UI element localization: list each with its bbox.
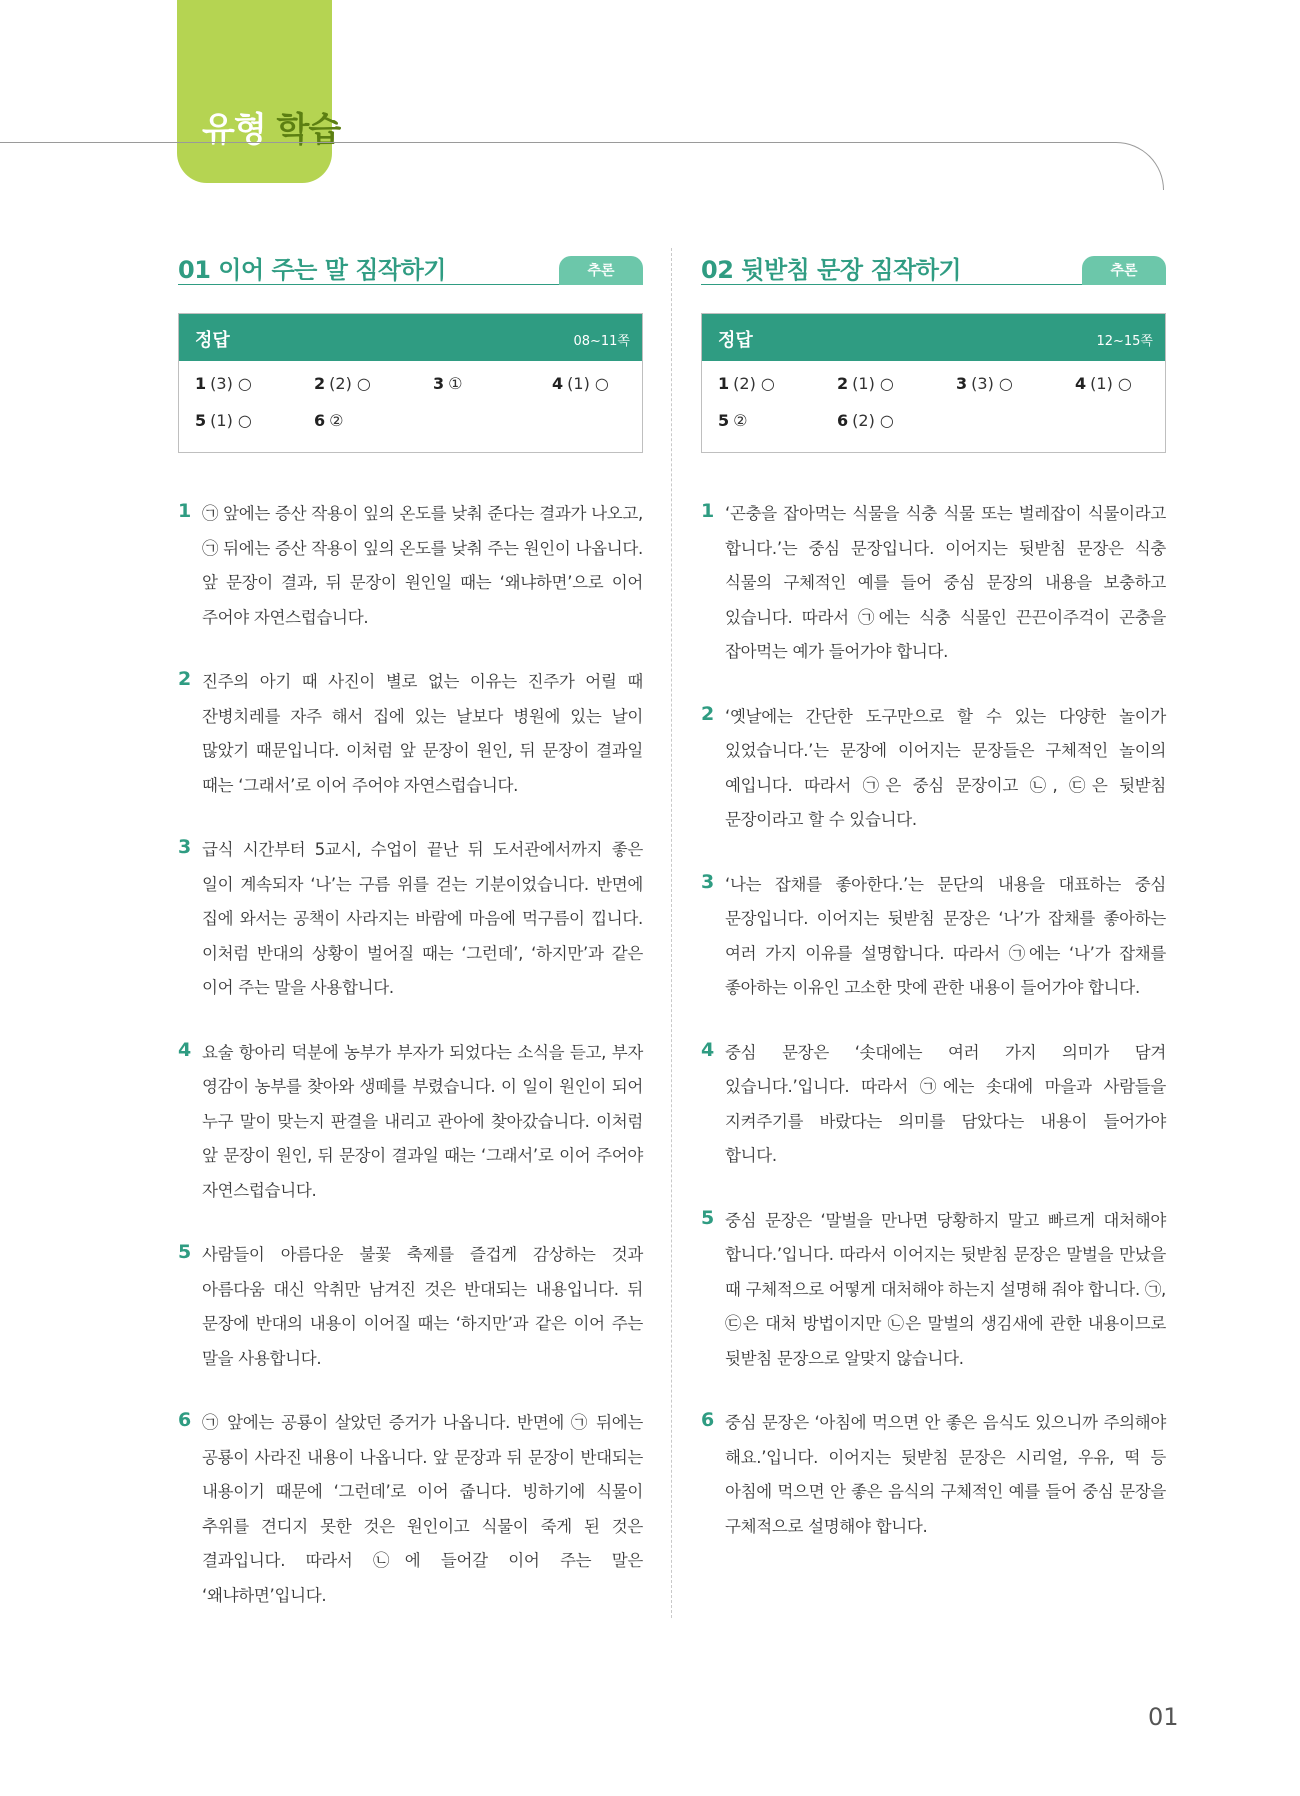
item-number: 3 xyxy=(178,836,192,858)
item-number: 1 xyxy=(178,500,192,522)
answer-num: 4 xyxy=(552,374,564,393)
answer-value: ① xyxy=(448,374,463,393)
answer-value: (1) ○ xyxy=(1090,374,1132,393)
answer-grid xyxy=(702,361,1165,431)
left-column xyxy=(178,250,643,1643)
section-title: 01 이어 주는 말 짐작하기 xyxy=(178,256,446,284)
item-text: 급식 시간부터 5교시, 수업이 끝난 뒤 도서관에서까지 좋은 일이 계속되자 ‘나’는 구름 위를 걷는 기분이었습니다. 반면에 집에 와서는 공책이 사라지는 바람에 마음에 먹구름이 낍니다. 이처럼 반대의 상황이 벌어질 때는 ‘그런데’, ‘하지만’과 같은 이어 주는 말을 사용합니다. xyxy=(202,840,643,997)
answer-value: ② xyxy=(329,411,344,430)
answer-box xyxy=(178,313,643,453)
item-text: ㉠ 앞에는 공룡이 살았던 증거가 나옵니다. 반면에 ㉠ 뒤에는 공룡이 사라진 내용이 나옵니다. 앞 문장과 뒤 문장이 반대되는 내용이기 때문에 ‘그런데’로 이어 줍니다. 빙하기에 식물이 추위를 견디지 못한 것은 원인이고 식물이 죽게 된 것은 결과입니다. 따라서 ㉡에 들어갈 이어 주는 말은 ‘왜냐하면’입니다. xyxy=(202,1413,643,1605)
column-divider xyxy=(671,248,672,1618)
tab-title-word1: 유형 xyxy=(202,110,266,150)
answer-grid xyxy=(179,361,642,431)
explanation-item xyxy=(701,868,1166,1006)
item-number: 6 xyxy=(701,1409,715,1431)
answer-item xyxy=(195,374,314,394)
answer-item xyxy=(552,374,652,394)
item-text: 중심 문장은 ‘솟대에는 여러 가지 의미가 담겨 있습니다.’입니다. 따라서 ㉠에는 솟대에 마을과 사람들을 지켜주기를 바랐다는 의미를 담았다는 내용이 들어가야 합니다. xyxy=(725,1042,1166,1165)
tab-title-word2: 학습 xyxy=(276,110,341,150)
explanation-item xyxy=(701,1204,1166,1377)
section-tab-title xyxy=(202,102,340,151)
answer-item xyxy=(195,411,314,431)
answer-header xyxy=(702,314,1165,361)
answer-num: 5 xyxy=(718,411,730,430)
item-text: ‘나는 잡채를 좋아한다.’는 문단의 내용을 대표하는 중심 문장입니다. 이어지는 뒷받침 문장은 ‘나’가 잡채를 좋아하는 여러 가지 이유를 설명합니다. 따라서 ㉠에는 ‘나’가 잡채를 좋아하는 이유인 고소한 맛에 관한 내용이 들어가야 합니다. xyxy=(725,874,1166,997)
section-tab xyxy=(177,0,332,183)
answer-num: 4 xyxy=(1075,374,1087,393)
section-header xyxy=(701,250,1166,285)
answer-item xyxy=(956,374,1075,394)
section-header xyxy=(178,250,643,285)
explanation-item xyxy=(701,1406,1166,1544)
answer-num: 2 xyxy=(837,374,849,393)
answer-num: 3 xyxy=(433,374,445,393)
item-text: ‘옛날에는 간단한 도구만으로 할 수 있는 다양한 놀이가 있었습니다.’는 문장에 이어지는 문장들은 구체적인 놀이의 예입니다. 따라서 ㉠은 중심 문장이고 ㉡, ㉢은 뒷받침 문장이라고 할 수 있습니다. xyxy=(725,706,1166,829)
answer-item xyxy=(837,374,956,394)
answer-num: 1 xyxy=(195,374,207,393)
right-column xyxy=(701,250,1166,1574)
answer-value: (2) ○ xyxy=(733,374,775,393)
answer-num: 5 xyxy=(195,411,207,430)
answer-pages: 08~11쪽 xyxy=(573,334,630,349)
reasoning-badge: 추론 xyxy=(1082,256,1166,285)
answer-title: 정답 xyxy=(718,330,753,351)
explanation-item xyxy=(178,497,643,635)
answer-title: 정답 xyxy=(195,330,230,351)
answer-item xyxy=(1075,374,1175,394)
item-text: 진주의 아기 때 사진이 별로 없는 이유는 진주가 어릴 때 잔병치레를 자주 해서 집에 있는 날보다 병원에 있는 날이 많았기 때문입니다. 이처럼 앞 문장이 원인, 뒤 문장이 결과일 때는 ‘그래서’로 이어 주어야 자연스럽습니다. xyxy=(202,672,643,795)
answer-num: 6 xyxy=(314,411,326,430)
answer-value: (2) ○ xyxy=(852,411,894,430)
answer-value: (3) ○ xyxy=(210,374,252,393)
answer-value: (3) ○ xyxy=(971,374,1013,393)
answer-num: 2 xyxy=(314,374,326,393)
item-number: 6 xyxy=(178,1409,192,1431)
explanation-item xyxy=(701,497,1166,670)
answer-item xyxy=(314,374,433,394)
answer-num: 1 xyxy=(718,374,730,393)
answer-value: (1) ○ xyxy=(852,374,894,393)
section-title: 02 뒷받침 문장 짐작하기 xyxy=(701,256,962,284)
explanation-item xyxy=(178,833,643,1006)
answer-pages: 12~15쪽 xyxy=(1096,334,1153,349)
item-number: 4 xyxy=(178,1038,192,1061)
answer-item xyxy=(837,411,956,431)
item-text: 중심 문장은 ‘말벌을 만나면 당황하지 말고 빠르게 대처해야 합니다.’입니다. 따라서 이어지는 뒷받침 문장은 말벌을 만났을 때 구체적으로 어떻게 대처해야 하는지 설명해 줘야 합니다. ㉠, ㉢은 대처 방법이지만 ㉡은 말벌의 생김새에 관한 내용이므로 뒷받침 문장으로 알맞지 않습니다. xyxy=(725,1210,1166,1368)
item-text: 중심 문장은 ‘아침에 먹으면 안 좋은 음식도 있으니까 주의해야 해요.’입니다. 이어지는 뒷받침 문장은 시리얼, 우유, 떡 등 아침에 먹으면 안 좋은 음식의 구체적인 예를 들어 중심 문장을 구체적으로 설명해야 합니다. xyxy=(725,1413,1166,1536)
item-text: ㉠ 앞에는 증산 작용이 잎의 온도를 낮춰 준다는 결과가 나오고, ㉠ 뒤에는 증산 작용이 잎의 온도를 낮춰 주는 원인이 나옵니다. 앞 문장이 결과, 뒤 문장이 원인일 때는 ‘왜냐하면’으로 이어 주어야 자연스럽습니다. xyxy=(202,504,643,627)
header-rule xyxy=(0,142,1100,143)
explanation-item xyxy=(178,1406,643,1613)
reasoning-badge: 추론 xyxy=(559,256,643,285)
page-number: 01 xyxy=(1148,1703,1179,1731)
answer-value: (2) ○ xyxy=(329,374,371,393)
item-number: 2 xyxy=(178,668,192,690)
explanation-item xyxy=(178,1036,643,1209)
explanation-list xyxy=(178,497,643,1613)
header-rule-curve xyxy=(1060,142,1164,190)
answer-item xyxy=(718,411,837,431)
answer-num: 6 xyxy=(837,411,849,430)
item-number: 4 xyxy=(701,1038,715,1061)
item-text: 요술 항아리 덕분에 농부가 부자가 되었다는 소식을 듣고, 부자 영감이 농부를 찾아와 생떼를 부렸습니다. 이 일이 원인이 되어 누구 말이 맞는지 판결을 내리고 관아에 찾아갔습니다. 이처럼 앞 문장이 원인, 뒤 문장이 결과일 때는 ‘그래서’로 이어 주어야 자연스럽습니다. xyxy=(202,1042,643,1200)
explanation-list xyxy=(701,497,1166,1544)
answer-item xyxy=(433,374,552,394)
answer-value: (1) ○ xyxy=(210,411,252,430)
answer-header xyxy=(179,314,642,361)
explanation-item xyxy=(178,665,643,803)
explanation-item xyxy=(701,700,1166,838)
item-number: 1 xyxy=(701,500,715,522)
answer-item xyxy=(718,374,837,394)
answer-value: ② xyxy=(733,411,748,430)
item-text: 사람들이 아름다운 불꽃 축제를 즐겁게 감상하는 것과 아름다움 대신 악취만 남겨진 것은 반대되는 내용입니다. 뒤 문장에 반대의 내용이 이어질 때는 ‘하지만’과 같은 이어 주는 말을 사용합니다. xyxy=(202,1245,643,1368)
explanation-item xyxy=(701,1036,1166,1174)
item-text: ‘곤충을 잡아먹는 식물을 식충 식물 또는 벌레잡이 식물이라고 합니다.’는 중심 문장입니다. 이어지는 뒷받침 문장은 식충 식물의 구체적인 예를 들어 중심 문장의 내용을 보충하고 있습니다. 따라서 ㉠에는 식충 식물인 끈끈이주걱이 곤충을 잡아먹는 예가 들어가야 합니다. xyxy=(725,504,1166,661)
item-number: 5 xyxy=(701,1206,715,1229)
item-number: 2 xyxy=(701,702,715,725)
answer-value: (1) ○ xyxy=(567,374,609,393)
answer-item xyxy=(314,411,433,431)
answer-box xyxy=(701,313,1166,453)
explanation-item xyxy=(178,1238,643,1376)
answer-num: 3 xyxy=(956,374,968,393)
item-number: 3 xyxy=(701,870,715,893)
item-number: 5 xyxy=(178,1241,192,1263)
